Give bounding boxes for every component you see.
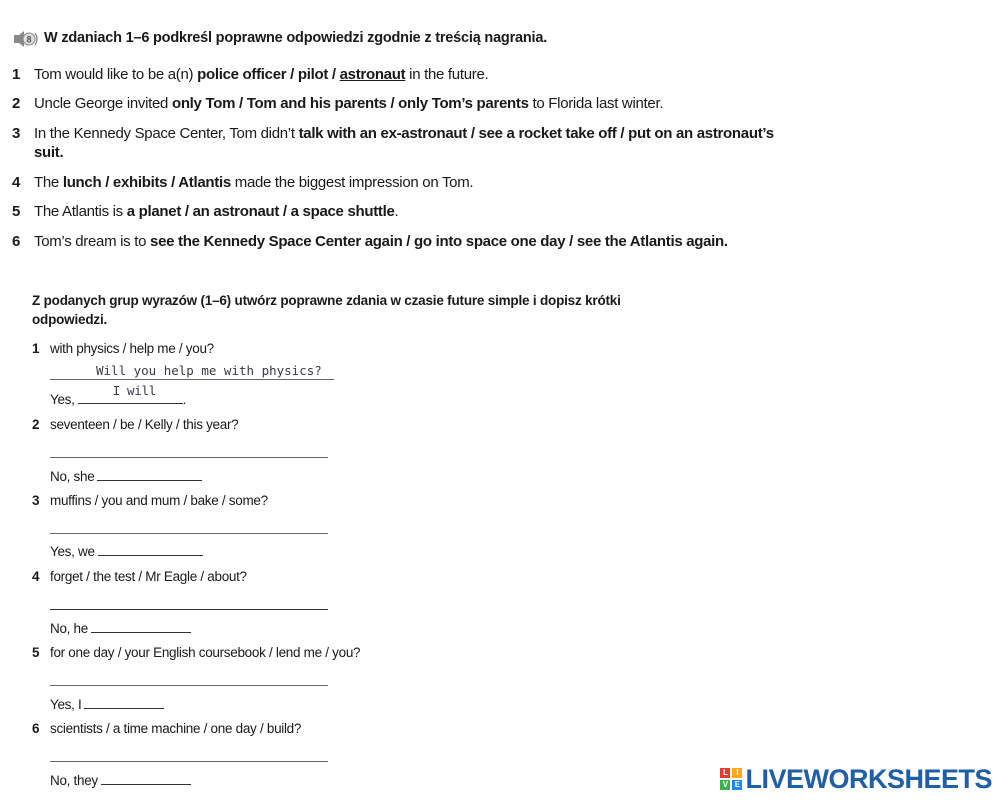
sentence-text: to Florida last winter. xyxy=(528,95,664,112)
item-number: 3 xyxy=(12,125,21,142)
short-answer xyxy=(50,772,191,788)
answer-options[interactable]: see the Kennedy Space Center again / go into space one day / see the Atlantis again. xyxy=(150,233,728,250)
sentence-text: Tom would like to be a(n) xyxy=(34,66,198,83)
answer-options[interactable]: police officer / pilot / xyxy=(197,66,340,83)
exercise-2-title: Z podanych grup wyrazów (1–6) utwórz poprawne zdania w czasie future simple i dopisz krótki odpowiedzi. xyxy=(32,293,621,327)
item-number: 1 xyxy=(12,66,21,83)
short-answer-input[interactable] xyxy=(101,772,191,785)
answer-options[interactable]: a planet / an astronaut / a space shuttle xyxy=(126,203,395,220)
answer-line-input[interactable] xyxy=(50,685,328,686)
sentence-text: made the biggest impression on Tom. xyxy=(230,174,474,191)
short-answer-input[interactable] xyxy=(84,696,164,709)
short-answer-input[interactable] xyxy=(97,468,202,481)
answer-line-input[interactable] xyxy=(50,609,328,610)
sentence-text: The Atlantis is xyxy=(34,203,127,220)
short-answer xyxy=(50,468,202,484)
speaker-icon[interactable] xyxy=(12,28,40,50)
handwritten-short-answer: I will xyxy=(112,383,156,398)
word-prompt: forget / the test / Mr Eagle / about? xyxy=(50,569,247,584)
answer-line-input[interactable] xyxy=(50,457,328,458)
word-prompt: for one day / your English coursebook / lend me / you? xyxy=(50,645,361,660)
sentence-text: in the future. xyxy=(405,66,489,83)
logo-letter-box: E xyxy=(732,780,742,790)
logo-mark xyxy=(720,768,742,790)
exercise-1-title: W zdaniach 1–6 podkreśl poprawne odpowiedzi zgodnie z treścią nagrania. xyxy=(44,30,548,46)
item-number: 1 xyxy=(32,341,40,356)
word-prompt: muffins / you and mum / bake / some? xyxy=(50,493,268,508)
item-number: 5 xyxy=(32,645,40,660)
short-answer-prefix: No, they xyxy=(50,773,98,788)
item-sentence xyxy=(34,65,794,84)
answer-options[interactable]: lunch / exhibits / Atlantis xyxy=(62,174,231,191)
word-prompt: scientists / a time machine / one day / build? xyxy=(50,721,302,736)
sentence-text: Tom’s dream is to xyxy=(34,233,151,250)
short-answer-prefix: No, he xyxy=(50,621,88,636)
answer-options[interactable]: astronaut xyxy=(339,66,406,83)
logo-letter-box: L xyxy=(720,768,730,778)
item-sentence xyxy=(34,124,794,162)
short-answer-suffix: . xyxy=(182,392,187,407)
item-number: 6 xyxy=(32,721,40,736)
sentence-text: In the Kennedy Space Center, Tom didn’t xyxy=(34,125,299,142)
short-answer-input[interactable] xyxy=(78,383,183,404)
item-number: 4 xyxy=(32,569,40,584)
short-answer-input[interactable] xyxy=(98,543,203,556)
word-prompt: seventeen / be / Kelly / this year? xyxy=(50,417,239,432)
answer-line-input[interactable] xyxy=(50,761,328,762)
short-answer-prefix: Yes, I xyxy=(50,697,82,712)
answer-options[interactable]: only Tom / Tom and his parents / only Tom’s parents xyxy=(171,95,529,112)
item-sentence xyxy=(34,232,794,251)
sentence-text: The xyxy=(34,174,63,191)
item-sentence xyxy=(34,202,794,221)
short-answer-prefix: Yes, xyxy=(50,392,75,407)
sentence-text: . xyxy=(394,203,399,220)
short-answer xyxy=(50,383,187,407)
item-number: 2 xyxy=(32,417,40,432)
answer-line-input[interactable] xyxy=(50,379,334,380)
item-number: 3 xyxy=(32,493,40,508)
answer-options[interactable]: talk with an ex-astronaut / see a rocket take off / put on an astronaut’s suit. xyxy=(34,125,774,161)
sentence-text: Uncle George invited xyxy=(34,95,172,112)
word-prompt: with physics / help me / you? xyxy=(50,341,214,356)
logo-letter-box: I xyxy=(732,768,742,778)
handwritten-answer: Will you help me with physics? xyxy=(96,363,322,378)
liveworksheets-logo xyxy=(720,764,992,794)
item-number: 4 xyxy=(12,174,21,191)
short-answer-input[interactable] xyxy=(91,620,191,633)
logo-letter-box: V xyxy=(720,780,730,790)
item-number: 2 xyxy=(12,95,21,112)
item-sentence xyxy=(34,173,794,192)
item-sentence xyxy=(34,94,794,113)
logo-text: LIVEWORKSHEETS xyxy=(745,763,992,794)
item-number: 5 xyxy=(12,203,21,220)
short-answer xyxy=(50,543,203,559)
short-answer xyxy=(50,620,191,636)
short-answer xyxy=(50,696,164,712)
answer-line-input[interactable] xyxy=(50,533,328,534)
short-answer-prefix: Yes, we xyxy=(50,544,95,559)
audio-track-number: 8 xyxy=(26,34,32,45)
short-answer-prefix: No, she xyxy=(50,469,95,484)
item-number: 6 xyxy=(12,233,21,250)
